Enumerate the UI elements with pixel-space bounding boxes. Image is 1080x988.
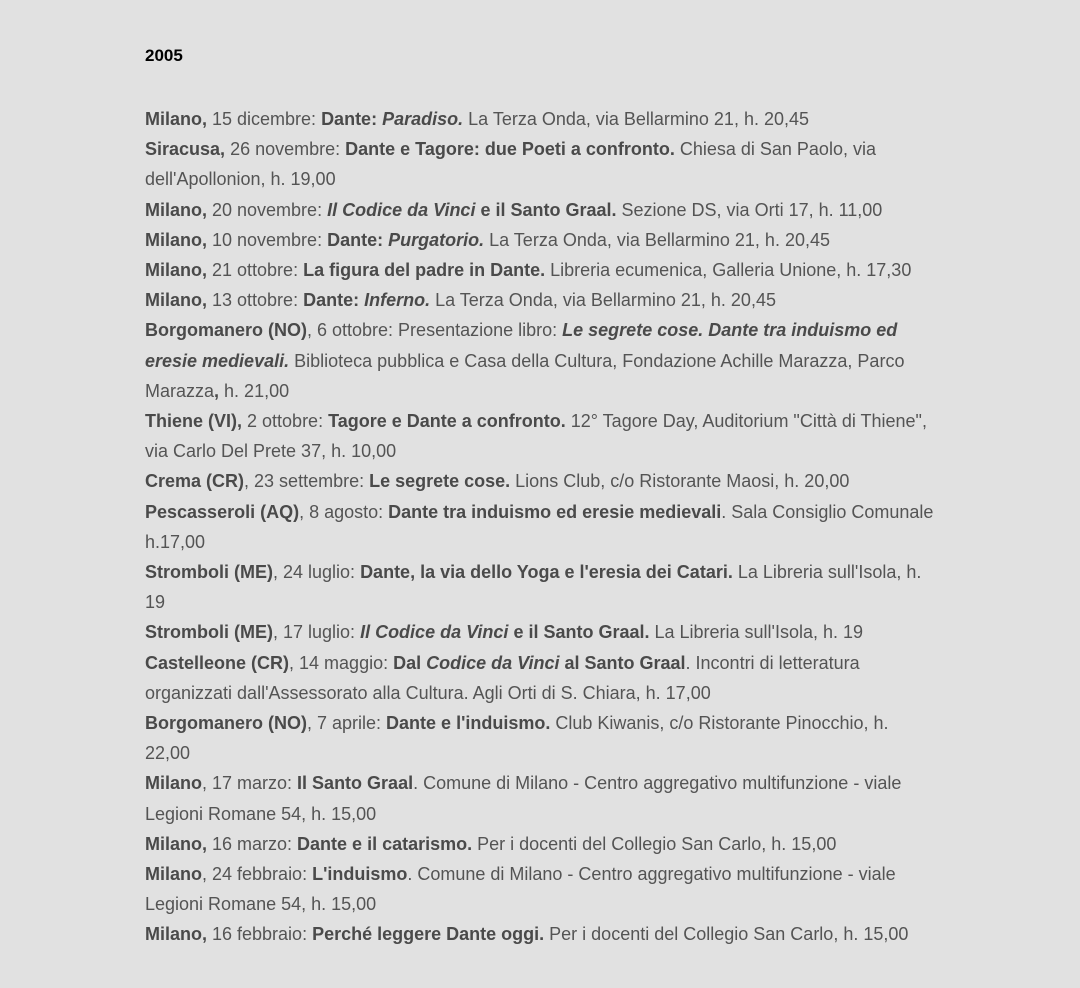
event-text: Per i docenti del Collegio San Carlo, h. 15,00: [544, 924, 909, 945]
event-emphasis: Milano,: [145, 109, 207, 129]
event-emphasis: Dante e il catarismo.: [297, 833, 473, 854]
event-emphasis: Crema (CR): [145, 471, 245, 492]
event-text: 20 novembre:: [207, 199, 328, 220]
event-emphasis: Milano,: [145, 924, 207, 945]
event-item: [145, 315, 935, 406]
event-item: [145, 768, 935, 828]
event-text: 21 ottobre:: [207, 260, 304, 281]
event-text: 2 ottobre:: [242, 411, 329, 432]
event-text: La Terza Onda, via Bellarmino 21, h. 20,45: [484, 229, 830, 250]
event-text: , 24 luglio:: [273, 562, 361, 583]
events-section: [145, 44, 935, 950]
event-text: . Comune di Milano - Centro aggregativo multifunzione - viale Legioni Romane 54, h. 15,00: [145, 864, 896, 915]
event-text: , 7 aprile:: [307, 713, 387, 734]
event-item: [145, 859, 935, 919]
event-emphasis: Castelleone (CR): [145, 652, 290, 673]
event-text: , 6 ottobre: Presentazione libro:: [307, 320, 563, 341]
event-emphasis: al Santo Graal: [559, 652, 686, 673]
event-item: [145, 104, 935, 134]
event-emphasis: Milano,: [145, 290, 207, 311]
event-text: , 8 agosto:: [299, 501, 389, 522]
event-text: Sezione DS, via Orti 17, h. 11,00: [616, 199, 883, 220]
event-emphasis: Borgomanero (NO): [145, 320, 307, 341]
event-item: [145, 708, 935, 768]
event-text: 16 marzo:: [207, 833, 298, 854]
event-emphasis: Tagore e Dante a confronto.: [328, 411, 566, 432]
event-emphasis: Dal: [393, 652, 427, 673]
event-emphasis: Milano: [145, 773, 202, 794]
event-emphasis: Dante, la via dello Yoga e l'eresia dei Catari.: [360, 562, 733, 583]
event-text: Per i docenti del Collegio San Carlo, h. 15,00: [472, 833, 837, 854]
event-item: [145, 406, 935, 466]
event-emphasis: La figura del padre in Dante.: [303, 260, 546, 281]
event-emphasis: Dante e Tagore: due Poeti a confronto.: [345, 139, 675, 160]
event-emphasis: Codice da Vinci: [426, 652, 560, 673]
event-item: [145, 497, 935, 557]
event-text: La Terza Onda, via Bellarmino 21, h. 20,45: [430, 290, 776, 311]
event-emphasis: Thiene (VI),: [145, 411, 243, 432]
event-item: [145, 557, 935, 617]
event-emphasis: Il Codice da Vinci: [327, 199, 476, 220]
event-emphasis: Pescasseroli (AQ): [145, 501, 300, 522]
event-text: La Libreria sull'Isola, h. 19: [649, 622, 864, 643]
event-emphasis: Stromboli (ME): [145, 562, 273, 583]
event-text: 26 novembre:: [225, 139, 346, 160]
event-emphasis: Stromboli (ME): [145, 622, 273, 643]
event-emphasis: Milano,: [145, 229, 207, 250]
event-emphasis: Milano,: [145, 260, 207, 281]
event-item: [145, 617, 935, 647]
event-item: [145, 255, 935, 285]
event-emphasis: Siracusa,: [145, 139, 226, 160]
event-text: . Comune di Milano - Centro aggregativo multifunzione - viale Legioni Romane 54, h. 15,00: [145, 773, 902, 824]
event-item: [145, 648, 935, 708]
event-emphasis: Il Codice da Vinci: [360, 622, 509, 643]
event-text: , 14 maggio:: [289, 652, 394, 673]
event-emphasis: Dante:: [321, 109, 383, 129]
event-text: h. 21,00: [219, 380, 290, 401]
event-emphasis: Le segrete cose. Dante tra induismo ed eresie medievali.: [145, 320, 898, 371]
event-text: , 17 marzo:: [202, 773, 298, 794]
event-list: [145, 104, 935, 950]
event-item: [145, 466, 935, 496]
event-emphasis: Il Santo Graal: [297, 773, 414, 794]
event-emphasis: Milano: [145, 864, 202, 885]
event-text: . Sala Consiglio Comunale h.17,00: [145, 501, 934, 552]
event-item: [145, 829, 935, 859]
event-emphasis: Dante tra induismo ed eresie medievali: [388, 501, 722, 522]
event-emphasis: L'induismo: [312, 864, 408, 885]
event-emphasis: Borgomanero (NO): [145, 713, 307, 734]
event-item: [145, 195, 935, 225]
event-emphasis: Dante e l'induismo.: [386, 713, 551, 734]
event-text: , 24 febbraio:: [202, 864, 313, 885]
year-heading: 2005: [145, 46, 183, 65]
event-emphasis: Dante:: [327, 229, 389, 250]
event-item: [145, 919, 935, 949]
event-text: La Libreria sull'Isola, h. 19: [145, 562, 922, 613]
event-emphasis: Milano,: [145, 833, 207, 854]
event-emphasis: Paradiso.: [382, 109, 464, 129]
event-emphasis: Perché leggere Dante oggi.: [312, 924, 545, 945]
event-text: , 23 settembre:: [244, 471, 370, 492]
event-emphasis: Le segrete cose.: [369, 471, 511, 492]
event-emphasis: e il Santo Graal.: [475, 199, 617, 220]
event-emphasis: ,: [214, 380, 220, 401]
event-emphasis: Purgatorio.: [388, 229, 485, 250]
event-item: [145, 134, 935, 194]
event-item: [145, 225, 935, 255]
event-emphasis: Dante:: [303, 290, 365, 311]
event-text: 16 febbraio:: [207, 924, 313, 945]
event-text: Club Kiwanis, c/o Ristorante Pinocchio, h. 22,00: [145, 713, 889, 764]
event-text: Lions Club, c/o Ristorante Maosi, h. 20,00: [510, 471, 850, 492]
event-item: [145, 285, 935, 315]
event-text: . Incontri di letteratura organizzati dall'Assessorato alla Cultura. Agli Orti di S. Chiara, h. 17,00: [145, 652, 860, 703]
event-text: Chiesa di San Paolo, via dell'Apollonion, h. 19,00: [145, 139, 876, 190]
event-text: , 17 luglio:: [273, 622, 361, 643]
event-text: Biblioteca pubblica e Casa della Cultura, Fondazione Achille Marazza, Parco Marazza: [145, 350, 905, 401]
event-emphasis: Milano,: [145, 199, 207, 220]
event-text: Libreria ecumenica, Galleria Unione, h. 17,30: [545, 260, 912, 281]
event-text: 10 novembre:: [207, 229, 328, 250]
event-text: 15 dicembre:: [207, 109, 322, 129]
event-text: 13 ottobre:: [207, 290, 304, 311]
event-emphasis: Inferno.: [364, 290, 431, 311]
event-emphasis: e il Santo Graal.: [508, 622, 650, 643]
event-text: La Terza Onda, via Bellarmino 21, h. 20,45: [463, 109, 810, 129]
event-text: 12° Tagore Day, Auditorium "Città di Thiene", via Carlo Del Prete 37, h. 10,00: [145, 411, 927, 462]
